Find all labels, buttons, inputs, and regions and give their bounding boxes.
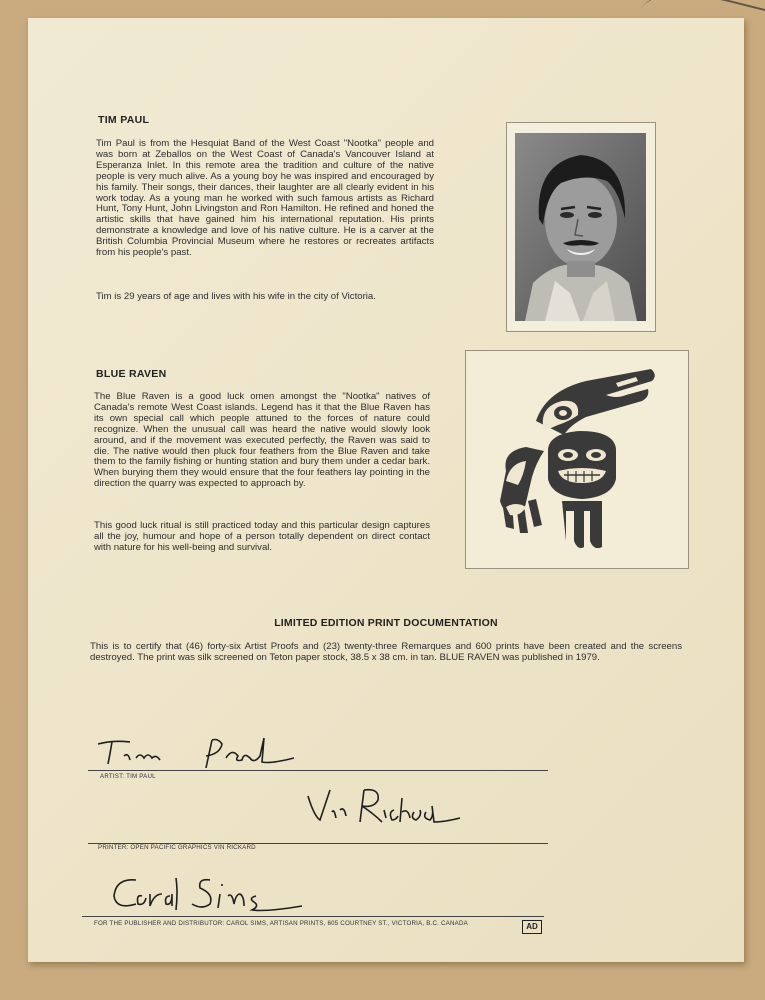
artist-portrait-photo	[515, 133, 646, 321]
raven-heading: BLUE RAVEN	[96, 368, 167, 380]
artist-signature	[94, 734, 314, 770]
certificate-heading: LIMITED EDITION PRINT DOCUMENTATION	[274, 617, 498, 629]
raven-paragraph-2: This good luck ritual is still practiced today and this particular design captures all the joy, humour and hope of a person totally dependent on direct contact with nature for his well-being and survival.	[94, 520, 430, 553]
raven-paragraph-1: The Blue Raven is a good luck omen amongst the "Nootka" natives of Canada's remote West Coast islands. Legend has it that the Blue Raven has its own special call which people attuned to the forces of nature could recognize. When the unusual call was heard the native would slowly look around, and if the movement was executed perfectly, the Raven was said to die. The native would then pluck four feathers from the Blue Raven and take them to the family fishing or hunting station and bury them under a cedar bark. When burying them they would ensure that the four feathers lay pointing in the direction the quarry was expected to approach by.	[94, 391, 430, 490]
portrait-illustration	[515, 133, 646, 321]
blue-raven-artwork-frame	[465, 350, 689, 569]
publisher-logo: AD	[522, 920, 542, 934]
artist-signature-line	[88, 770, 548, 771]
artist-photo-frame	[506, 122, 656, 332]
certificate-text: This is to certify that (46) forty-six Artist Proofs and (23) twenty-three Remarques and 600 prints have been created and the screens destroyed. The print was silk screened on Teton paper stock, 38.5 x 38 cm. in tan. BLUE RAVEN was published in 1979.	[90, 641, 682, 663]
publisher-caption: FOR THE PUBLISHER AND DISTRIBUTOR: CAROL SIMS, ARTISAN PRINTS, 605 COURTNEY ST., VICTORIA, B.C. CANADA	[94, 920, 468, 927]
publisher-signature	[106, 870, 306, 918]
printer-caption: PRINTER: OPEN PACIFIC GRAPHICS VIN RICKARD	[98, 844, 256, 851]
printer-signature	[304, 782, 464, 832]
artist-caption: ARTIST: TIM PAUL	[100, 773, 156, 780]
bio-paragraph-1: Tim Paul is from the Hesquiat Band of the West Coast "Nootka" people and was born at Zeballos on the West Coast of Canada's Vancouver Island at Esperanza Inlet. In this remote area the tradition and culture of the native people is very much alive. As a young boy he was inspired and encouraged by his family. Their songs, their dances, their laughter are all clearly evident in his work today. As a young man he worked with such famous artists as Richard Hunt, Tony Hunt, John Livingston and Ron Hamilton. He refined and honed the artistic skills that have gained him his international reputation. His prints demonstrate a knowledge and love of his native culture. He is a carver at the British Columbia Provincial Museum where he restores or recreates artifacts from his people's past.	[96, 138, 434, 259]
publisher-signature-line	[82, 916, 544, 917]
blue-raven-artwork	[466, 351, 688, 568]
documentation-sheet	[28, 18, 744, 962]
bio-paragraph-2: Tim is 29 years of age and lives with his wife in the city of Victoria.	[96, 291, 376, 302]
bio-heading: TIM PAUL	[98, 114, 150, 126]
